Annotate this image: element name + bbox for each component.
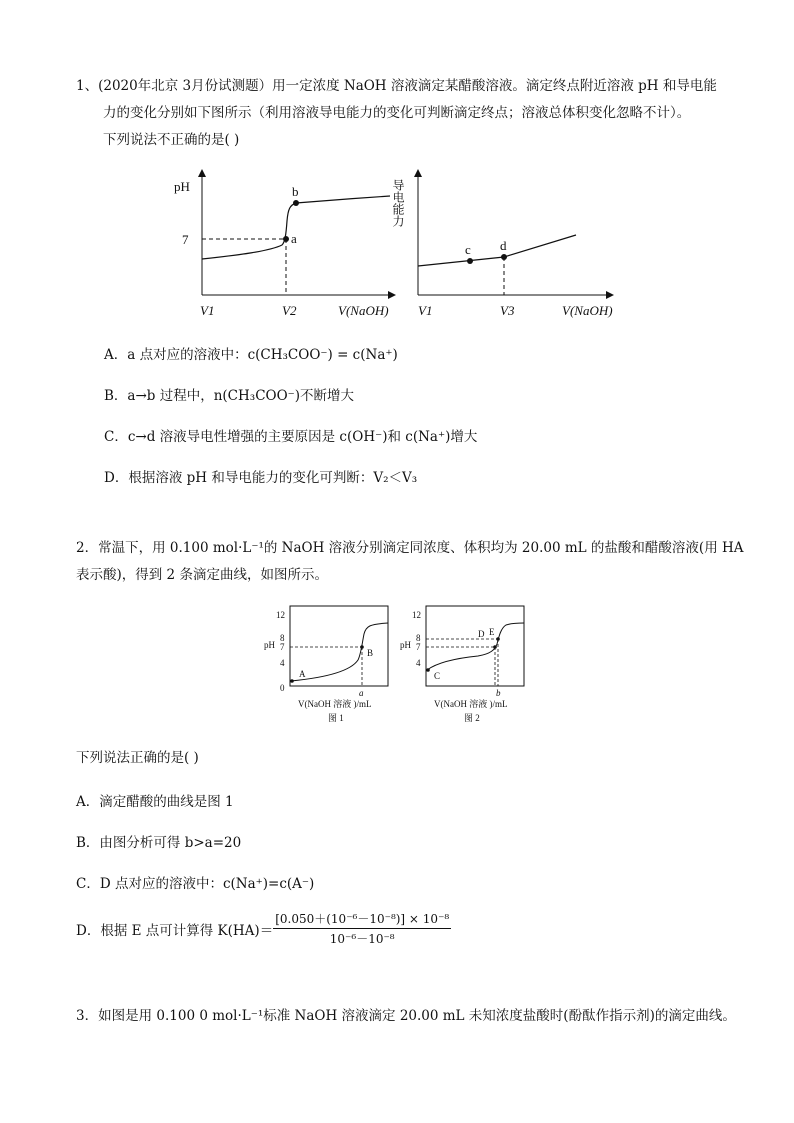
point-d bbox=[501, 254, 507, 260]
ylabel-ph: pH bbox=[264, 640, 275, 650]
xlabel: V(NaOH 溶液 )/mL bbox=[434, 699, 508, 709]
label-a: a bbox=[291, 231, 297, 246]
label-b: b bbox=[292, 184, 299, 199]
ylabel-ph: pH bbox=[400, 640, 411, 650]
tick-7: 7 bbox=[416, 642, 421, 652]
tick-12: 12 bbox=[276, 610, 285, 620]
curve bbox=[427, 623, 524, 670]
label-E: E bbox=[489, 627, 495, 637]
ka-denominator: 10⁻⁶－10⁻⁸ bbox=[329, 932, 395, 946]
caption-fig2: 图 2 bbox=[464, 713, 480, 723]
tick-0: 0 bbox=[280, 683, 285, 693]
label-A: A bbox=[299, 669, 306, 679]
curve bbox=[291, 623, 388, 681]
x-a: a bbox=[359, 688, 364, 698]
x-v1: V1 bbox=[418, 303, 433, 318]
x-v3: V3 bbox=[500, 303, 515, 318]
ka-numerator: [0.050＋(10⁻⁶－10⁻⁸)] × 10⁻⁸ bbox=[273, 910, 451, 929]
x-naoh: V(NaOH) bbox=[338, 303, 389, 318]
q1-option-c: C．c→d 溶液导电性增强的主要原因是 c(OH⁻)和 c(Na⁺)增大 bbox=[104, 429, 478, 445]
tick-7: 7 bbox=[280, 642, 285, 652]
q2-fig1 bbox=[262, 600, 394, 726]
x-v1: V1 bbox=[200, 303, 215, 318]
q1-option-b: B．a→b 过程中，n(CH₃COO⁻)不断增大 bbox=[104, 388, 355, 404]
frame bbox=[426, 606, 524, 686]
tick-8: 8 bbox=[416, 633, 421, 643]
tick-12: 12 bbox=[412, 610, 421, 620]
xlabel: V(NaOH 溶液 )/mL bbox=[298, 699, 372, 709]
ylabel-ph: pH bbox=[174, 179, 190, 194]
point-E bbox=[496, 637, 500, 641]
q1-option-d: D．根据溶液 pH 和导电能力的变化可判断：V₂＜V₃ bbox=[104, 470, 418, 486]
point-C bbox=[426, 668, 430, 672]
point-b bbox=[293, 200, 299, 206]
q2-line2: 表示酸)，得到 2 条滴定曲线，如图所示。 bbox=[76, 567, 328, 583]
q3-line1: 3．如图是用 0.100 0 mol·L⁻¹标准 NaOH 溶液滴定 20.00 mL 未知浓度盐酸时(酚酞作指示剂)的滴定曲线。 bbox=[76, 1008, 736, 1024]
label-D: D bbox=[478, 629, 485, 639]
q2-option-c: C．D 点对应的溶液中：c(Na⁺)=c(A⁻) bbox=[76, 876, 315, 892]
q2-option-b: B．由图分析可得 b>a=20 bbox=[76, 835, 242, 851]
label-B: B bbox=[367, 648, 374, 658]
q1-line3: 下列说法不正确的是( ) bbox=[103, 132, 240, 148]
point-a bbox=[283, 236, 289, 242]
q1-conductivity-chart bbox=[388, 165, 618, 325]
ka-fraction bbox=[273, 910, 451, 947]
label-d: d bbox=[500, 238, 507, 253]
q1-option-a: A．a 点对应的溶液中：c(CH₃COO⁻) = c(Na⁺) bbox=[104, 347, 398, 363]
point-B bbox=[360, 645, 364, 649]
x-naoh: V(NaOH) bbox=[562, 303, 613, 318]
label-C: C bbox=[434, 671, 441, 681]
q1-line1: 1、(2020年北京 3月份试测题）用一定浓度 NaOH 溶液滴定某醋酸溶液。滴定终点附近溶液 pH 和导电能 bbox=[76, 78, 717, 94]
point-D bbox=[493, 645, 497, 649]
y-tick-7: 7 bbox=[182, 232, 189, 247]
q2-option-a: A．滴定醋酸的曲线是图 1 bbox=[76, 794, 234, 810]
point-A bbox=[290, 679, 294, 683]
ylabel-conductivity: 导电能力 bbox=[391, 179, 405, 227]
q2-stem: 下列说法正确的是( ) bbox=[76, 750, 199, 766]
q2-line1: 2．常温下，用 0.100 mol·L⁻¹的 NaOH 溶液分别滴定同浓度、体积均为 20.00 mL 的盐酸和醋酸溶液(用 HA bbox=[76, 540, 744, 556]
tick-4: 4 bbox=[280, 658, 285, 668]
q2-option-d-prefix: D．根据 E 点可计算得 K(HA)＝ bbox=[76, 922, 274, 939]
x-b: b bbox=[496, 688, 501, 698]
q2-option-d bbox=[76, 910, 451, 947]
q1-ph-chart bbox=[170, 165, 400, 325]
q2-fig2 bbox=[398, 600, 530, 726]
x-v2: V2 bbox=[282, 303, 297, 318]
q1-line2: 力的变化分别如下图所示（利用溶液导电能力的变化可判断滴定终点；溶液总体积变化忽略不计）。 bbox=[103, 105, 691, 121]
caption-fig1: 图 1 bbox=[328, 713, 344, 723]
point-c bbox=[467, 258, 473, 264]
tick-4: 4 bbox=[416, 658, 421, 668]
label-c: c bbox=[465, 242, 471, 257]
conductivity-line bbox=[418, 235, 576, 266]
tick-8: 8 bbox=[280, 633, 285, 643]
